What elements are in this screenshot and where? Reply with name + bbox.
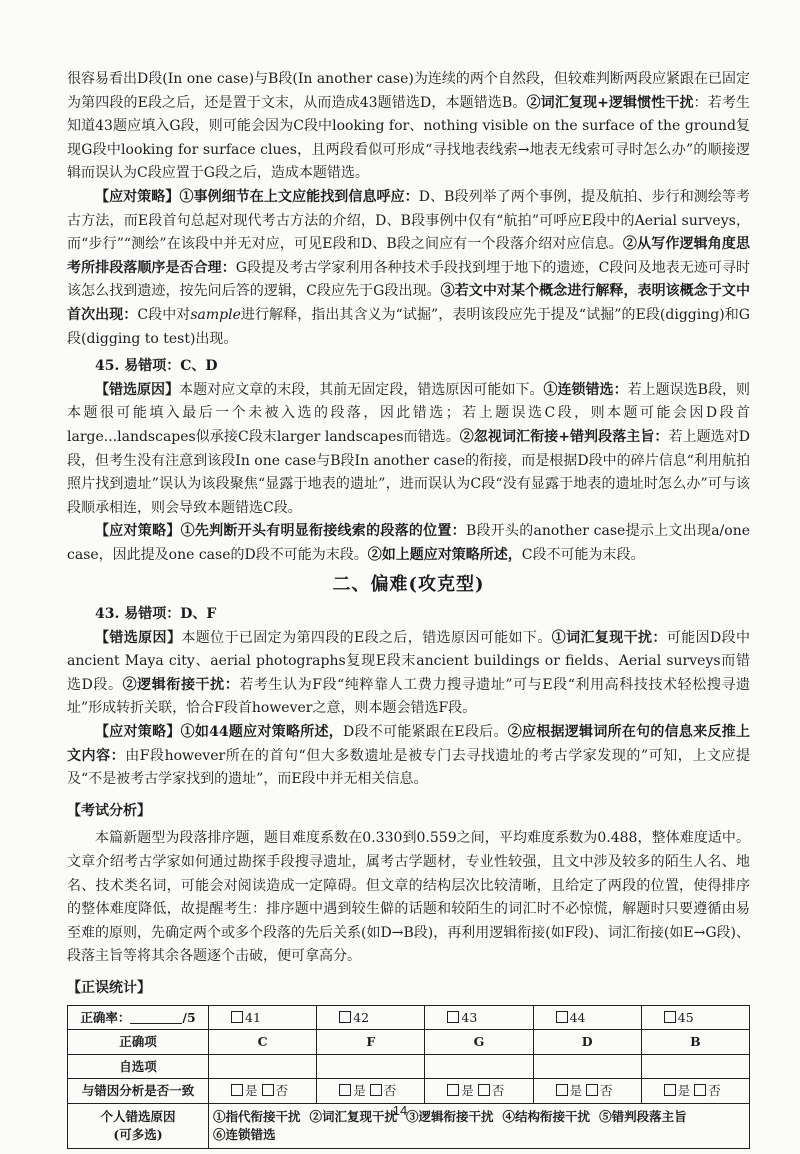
chosen-44-input[interactable] [533, 1054, 641, 1079]
answer-43: G [425, 1030, 533, 1055]
checkbox-icon[interactable] [478, 1084, 490, 1096]
row-chosen [68, 1054, 750, 1079]
page-number: 14 [392, 1103, 408, 1118]
checkbox-icon[interactable] [339, 1084, 351, 1096]
match-42: 是 否 [317, 1079, 425, 1104]
item43-strategy: 【应对策略】①如44题应对策略所述，D段不可能紧跟在E段后。②应根据逻辑词所在句的信息来反推上文内容：由F段however所在的首句“但大多数遗址是被专门去寻找遗址的考古学家发现的”可知，上文应提及“不是被考古学家找到的遗址”，而E段中并无相关信息。 [67, 724, 751, 788]
checkbox-icon[interactable] [694, 1084, 706, 1096]
reason-option[interactable]: ②词汇复现干扰 [309, 1108, 398, 1124]
reason-option[interactable]: ④结构衔接干扰 [502, 1108, 591, 1124]
stats-table [67, 1005, 750, 1149]
item44-continuation: 很容易看出D段(In one case)与B段(In another case)为连续的两个自然段，但较难判断两段应紧跟在已固定为第四段的E段之后，还是置于文末，从而造成43题错选D，本题错选B。②词汇复现+逻辑惯性干扰：若考生知道43题应填入G段，则可能会因为C段中looking for、nothing visible on the surface of the ground复现G段中looking for surface clues，且两段看似可形成“寻找地表线索→地表无线索可寻时怎么办”的顺接逻辑而误认为C段应置于G段之后，造成本题错选。 [67, 71, 751, 182]
checkbox-icon[interactable] [447, 1084, 459, 1096]
chosen-43-input[interactable] [425, 1054, 533, 1079]
answer-45: B [641, 1030, 749, 1055]
question-44-checkbox-cell[interactable]: 44 [533, 1005, 641, 1030]
item45-reason: 【错选原因】本题对应文章的末段，其前无固定段，错选原因可能如下。①连锁错选：若上题误选B段，则本题很可能填入最后一个未被入选的段落，因此错选；若上题误选C段，则本题可能会因D段首large...landscapes似承接C段末larger landscapes而错选。②忽视词汇衔接+错判段落主旨：若上题选对D段，但考生没有注意到该段In one case与B段In another case的衔接，而是根据D段中的碎片信息“利用航拍照片找到遗址”误认为该段聚焦“显露于地表的遗址”，进而误认为C段“没有显露于地表的遗址时怎么办”可与该段顺承相连，则会导致本题错选C段。 [67, 381, 751, 516]
row-correct-rate [68, 1005, 750, 1030]
analysis-text: 本篇新题型为段落排序题，题目难度系数在0.330到0.559之间，平均难度系数为0.488，整体难度适中。文章介绍考古学家如何通过勘探手段搜寻遗址，属考古学题材，专业性较强，且文中涉及较多的陌生人名、地名、技术类名词，可能会对阅读造成一定障碍。但文章的结构层次比较清晰，且给定了两段的位置，使得排序的整体难度降低，故提醒考生：排序题中遇到较生僻的话题和较陌生的词汇时不必惊慌，解题时只要遵循由易至难的原则，先确定两个或多个段落的先后关系(如D→B段)，再利用逻辑衔接(如F段)、词汇衔接(如E→G段)、段落主旨等将其余各题逐个击破，便可拿高分。 [67, 830, 750, 965]
match-45: 是 否 [641, 1079, 749, 1104]
reasons-label: 个人错选原因 (可多选) [68, 1103, 209, 1148]
answer-42: F [317, 1030, 425, 1055]
checkbox-icon[interactable] [664, 1011, 676, 1023]
match-44: 是 否 [533, 1079, 641, 1104]
row-answers [68, 1030, 750, 1055]
stats-heading: 【正误统计】 [67, 979, 151, 996]
question-42-checkbox-cell[interactable]: 42 [317, 1005, 425, 1030]
item45-strategy: 【应对策略】①先判断开头有明显衔接线索的段落的位置：B段开头的another case提示上文出现a/one case，因此提及one case的D段不可能为末段。②如上题应对策略所述，C段不可能为末段。 [67, 523, 751, 563]
question-43-checkbox-cell[interactable]: 43 [425, 1005, 533, 1030]
answer-44: D [533, 1030, 641, 1055]
item45-heading: 45. 易错项：C、D [95, 358, 218, 375]
correct-rate-blank[interactable] [130, 1011, 182, 1024]
checkbox-icon[interactable] [556, 1084, 568, 1096]
match-label: 与错因分析是否一致 [68, 1079, 209, 1104]
match-43: 是 否 [425, 1079, 533, 1104]
checkbox-icon[interactable] [231, 1011, 243, 1023]
item43-heading: 43. 易错项：D、F [95, 606, 217, 623]
checkbox-icon[interactable] [262, 1084, 274, 1096]
checkbox-icon[interactable] [586, 1084, 598, 1096]
reason-option[interactable]: ⑤错判段落主旨 [599, 1108, 687, 1124]
chosen-label: 自选项 [68, 1054, 209, 1079]
answers-label: 正确项 [68, 1030, 209, 1055]
checkbox-icon[interactable] [556, 1011, 568, 1023]
checkbox-icon[interactable] [664, 1084, 676, 1096]
match-41: 是 否 [209, 1079, 317, 1104]
checkbox-icon[interactable] [370, 1084, 382, 1096]
checkbox-icon[interactable] [339, 1011, 351, 1023]
reason-option[interactable]: ③逻辑衔接干扰 [406, 1108, 494, 1124]
answer-41: C [209, 1030, 317, 1055]
item43-reason: 【错选原因】本题位于已固定为第四段的E段之后，错选原因可能如下。①词汇复现干扰：可能因D段中ancient Maya city、aerial photographs复现E段末ancient buildings or fields、Aerial surveys而错选D段。②逻辑衔接干扰：若考生认为F段“纯粹靠人工费力搜寻遗址”可与E段“利用高科技技术轻松搜寻遗址”形成转折关联，恰合F段首however之意，则本题会错选F段。 [67, 629, 751, 717]
question-41-checkbox-cell[interactable]: 41 [209, 1005, 317, 1030]
checkbox-icon[interactable] [447, 1011, 459, 1023]
reason-option[interactable]: ①指代衔接干扰 [213, 1108, 301, 1124]
analysis-heading: 【考试分析】 [67, 802, 151, 819]
chosen-45-input[interactable] [641, 1054, 749, 1079]
correct-rate-label: 正确率： /5 [68, 1005, 209, 1030]
checkbox-icon[interactable] [231, 1084, 243, 1096]
chosen-41-input[interactable] [209, 1054, 317, 1079]
question-45-checkbox-cell[interactable]: 45 [641, 1005, 749, 1030]
section-title-difficult: 二、偏难(攻克型) [332, 574, 485, 596]
chosen-42-input[interactable] [317, 1054, 425, 1079]
reason-option[interactable]: ⑥连锁错选 [213, 1126, 276, 1142]
item44-strategy: 【应对策略】①事例细节在上文应能找到信息呼应：D、B段列举了两个事例，提及航拍、步行和测绘等考古方法，而E段首句总起对现代考古方法的介绍，D、B段事例中仅有“航拍”可呼应E段中的Aerial surveys，而“步行”“测绘”在该段中并无对应，可见E段和D、B段之间应有一个段落介绍对应信息。②从写作逻辑角度思考所排段落顺序是否合理：G段提及考古学家利用各种技术手段找到埋于地下的遗迹，C段问及地表无迹可寻时该怎么找到遗迹，按先问后答的逻辑，C段应先于G段出现。③若文中对某个概念进行解释，表明该概念于文中首次出现：C段中对sample进行解释，指出其含义为“试掘”，表明该段应先于提及“试掘”的E段(digging)和G段(digging to test)出现。 [67, 188, 751, 347]
